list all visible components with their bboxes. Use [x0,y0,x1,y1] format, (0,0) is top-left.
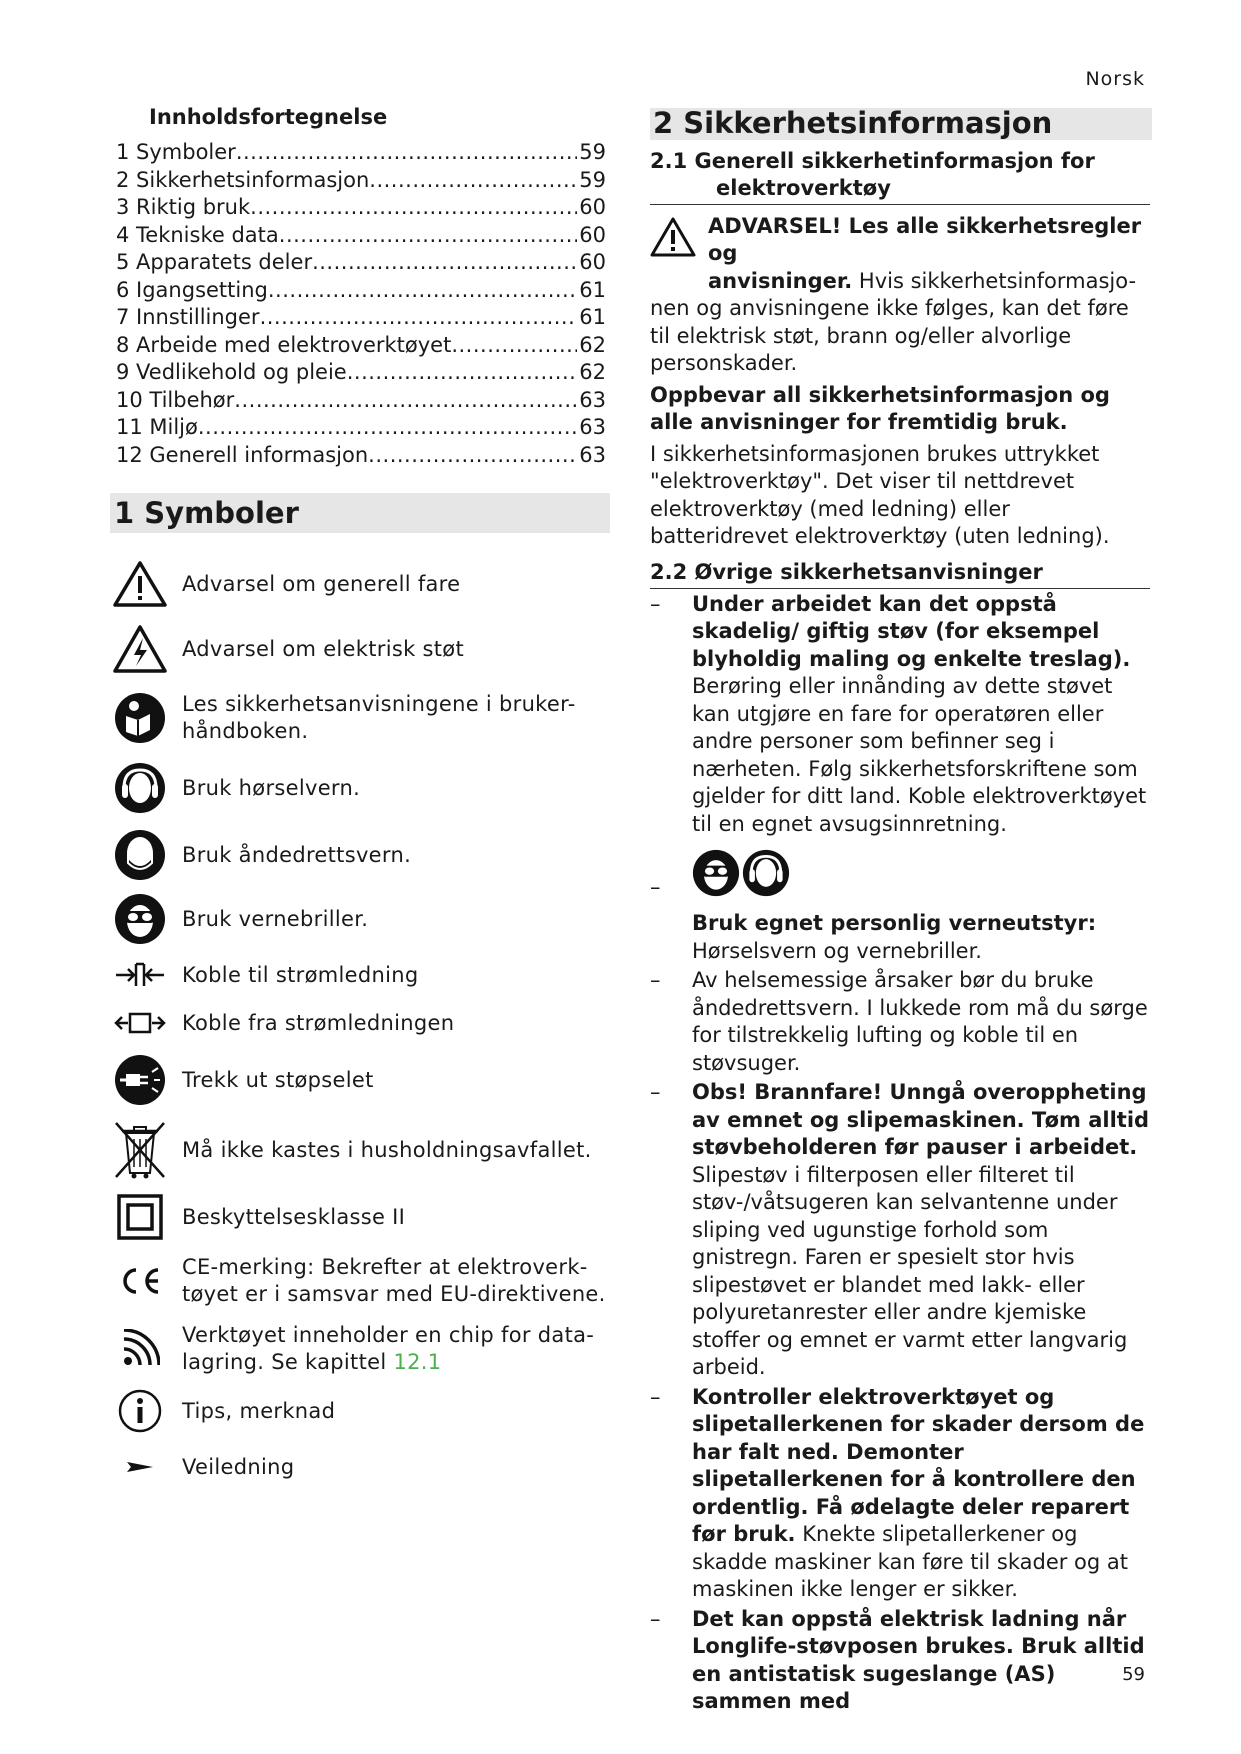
electric-shock-icon [110,621,170,677]
symbol-row: Les sikkerhetsanvisningene i bruker- håndboken. [110,683,610,753]
right-column [650,108,1150,1716]
safety-goggles-icon [692,849,740,897]
rfid-chip-icon [110,1321,170,1377]
symbol-row: Veiledning [110,1439,610,1495]
safety-heading: 2 Sikkerhetsinformasjon [650,108,1152,140]
toc-item[interactable]: 1 Symboler ..... 59 [110,139,606,167]
symbol-row: CE-merking: Bekrefter at elektroverk- tøyet er i samsvar med EU-direktivene. [110,1247,610,1315]
toc-item[interactable]: 10 Tilbehør ..... 63 [110,387,606,415]
section-2-1-title: 2.1 Generell sikkerhetinformasjon for elektroverktøy [650,148,1150,205]
list-item: – Bruk egnet personlig verneutstyr: Hørselsvern og vernebriller. [650,844,1150,965]
protection-class-2-icon [110,1189,170,1245]
read-manual-icon [110,690,170,746]
symbol-row: Bruk hørselvern. [110,753,610,823]
symbol-row: Bruk vernebriller. [110,887,610,951]
symbol-row: Beskyttelsesklasse II [110,1187,610,1247]
symbols-list [110,553,610,1495]
toc-item[interactable]: 2 Sikkerhetsinformasjon ..... 59 [110,167,606,195]
toc-item[interactable]: 11 Miljø ..... 63 [110,414,606,442]
list-item: – Det kan oppstå elektrisk ladning når Longlife-støvposen brukes. Bruk alltid en antistatisk sugeslange (AS) sammen med [650,1606,1145,1713]
symbol-row: Tips, merknad [110,1383,610,1439]
toc-title: Innholdsfortegnelse [149,105,388,129]
section-2-2-title: 2.2 Øvrige sikkerhetsanvisninger [650,559,1150,589]
language-label: Norsk [1085,68,1145,90]
unplug-icon [110,1052,170,1108]
toc-item[interactable]: 7 Innstillinger ..... 61 [110,304,606,332]
list-item: – Under arbeidet kan det oppstå skadelig/ giftig støv (for eksempel blyholdig maling og enkelte treslag). Berøring eller innånding av dette støvet kan utgjøre en fare for operatøren eller andre personer som befinner seg i nærheten. Følg sikkerhetsforskriftene som gjelder for ditt land. Koble elektroverktøyet til en egnet avsugsinnretning. [650,591,1147,836]
symbol-row: Advarsel om elektrisk støt [110,615,610,683]
warning-triangle-icon [110,556,170,612]
toc-item[interactable]: 12 Generell informasjon ..... 63 [110,442,606,470]
warning-triangle-icon [650,217,696,265]
symbol-row: Bruk åndedrettsvern. [110,823,610,887]
left-column [110,105,610,1495]
list-item: – Kontroller elektroverktøyet og slipetallerkenen for skader dersom de har falt ned. Demonter slipetallerkenen for å kontrollere den ordentlig. Få ødelagte deler reparert før bruk. Knekte slipetallerkener og skadde maskiner kan føre til skader og at maskinen ikke lenger er sikker. [650,1384,1145,1601]
info-icon [110,1383,170,1439]
symbol-row: Verktøyet inneholder en chip for data- lagring. Se kapittel 12.1 [110,1315,610,1383]
chapter-link[interactable]: 12.1 [393,1350,442,1374]
term-definition: I sikkerhetsinformasjonen brukes uttrykket "elektroverktøy". Det viser til nettdrevet elektroverktøy (med ledning) eller batteridrevet elektroverktøy (uten ledning). [650,441,1110,548]
page-number: 59 [1122,1664,1145,1685]
symbol-row: Advarsel om generell fare [110,553,610,615]
warning-block: ADVARSEL! Les alle sikkerhetsregler og anvisninger. Hvis sikkerhetsinformasjo- nen og anvisningene ikke følges, kan det føre til elektrisk støt, brann og/eller alvorlige personskader. [650,213,1142,375]
list-item: – Obs! Brannfare! Unngå overoppheting av emnet og slipemaskinen. Tøm alltid støvbeholderen før pauser i arbeidet. Slipestøv i filterposen eller filteret til støv-/våtsugeren kan selvantenne under sliping ved ugunstige forhold som gnistregn. Faren er spesielt stor hvis slipestøvet er blandet med lakk- eller polyuretanrester eller andre kjemiske stoffer og emnet er varmt etter langvarig arbeid. [650,1080,1150,1379]
toc-item[interactable]: 6 Igangsetting ..... 61 [110,277,606,305]
symbol-row: Må ikke kastes i husholdningsavfallet. [110,1113,610,1187]
toc-item[interactable]: 4 Tekniske data ..... 60 [110,222,606,250]
hearing-protection-icon [110,760,170,816]
keep-instructions: Oppbevar all sikkerhetsinformasjon og alle anvisninger for fremtidig bruk. [650,382,1110,434]
symbols-heading: 1 Symboler [110,493,610,533]
toc-item[interactable]: 9 Vedlikehold og pleie ..... 62 [110,359,606,387]
safety-goggles-icon [110,891,170,947]
no-household-waste-icon [110,1122,170,1178]
respiratory-protection-icon [110,827,170,883]
instruction-arrow-icon [110,1439,170,1495]
ce-mark-icon [110,1253,170,1309]
toc-list [110,139,610,469]
list-item: – Av helsemessige årsaker bør du bruke åndedrettsvern. I lukkede rom må du sørge for tilstrekkelig lufting og koble til en støvsuger. [650,968,1148,1075]
symbol-row: Koble fra strømledningen [110,999,610,1047]
toc-item[interactable]: 5 Apparatets deler ..... 60 [110,249,606,277]
toc-item[interactable]: 3 Riktig bruk ..... 60 [110,194,606,222]
toc-item[interactable]: 8 Arbeide med elektroverktøyet ..... 62 [110,332,606,360]
hearing-protection-icon [742,849,790,897]
ppe-icons [692,844,1150,902]
disconnect-power-icon [110,995,170,1051]
symbol-row: Trekk ut støpselet [110,1047,610,1113]
symbol-row: Koble til strømledning [110,951,610,999]
